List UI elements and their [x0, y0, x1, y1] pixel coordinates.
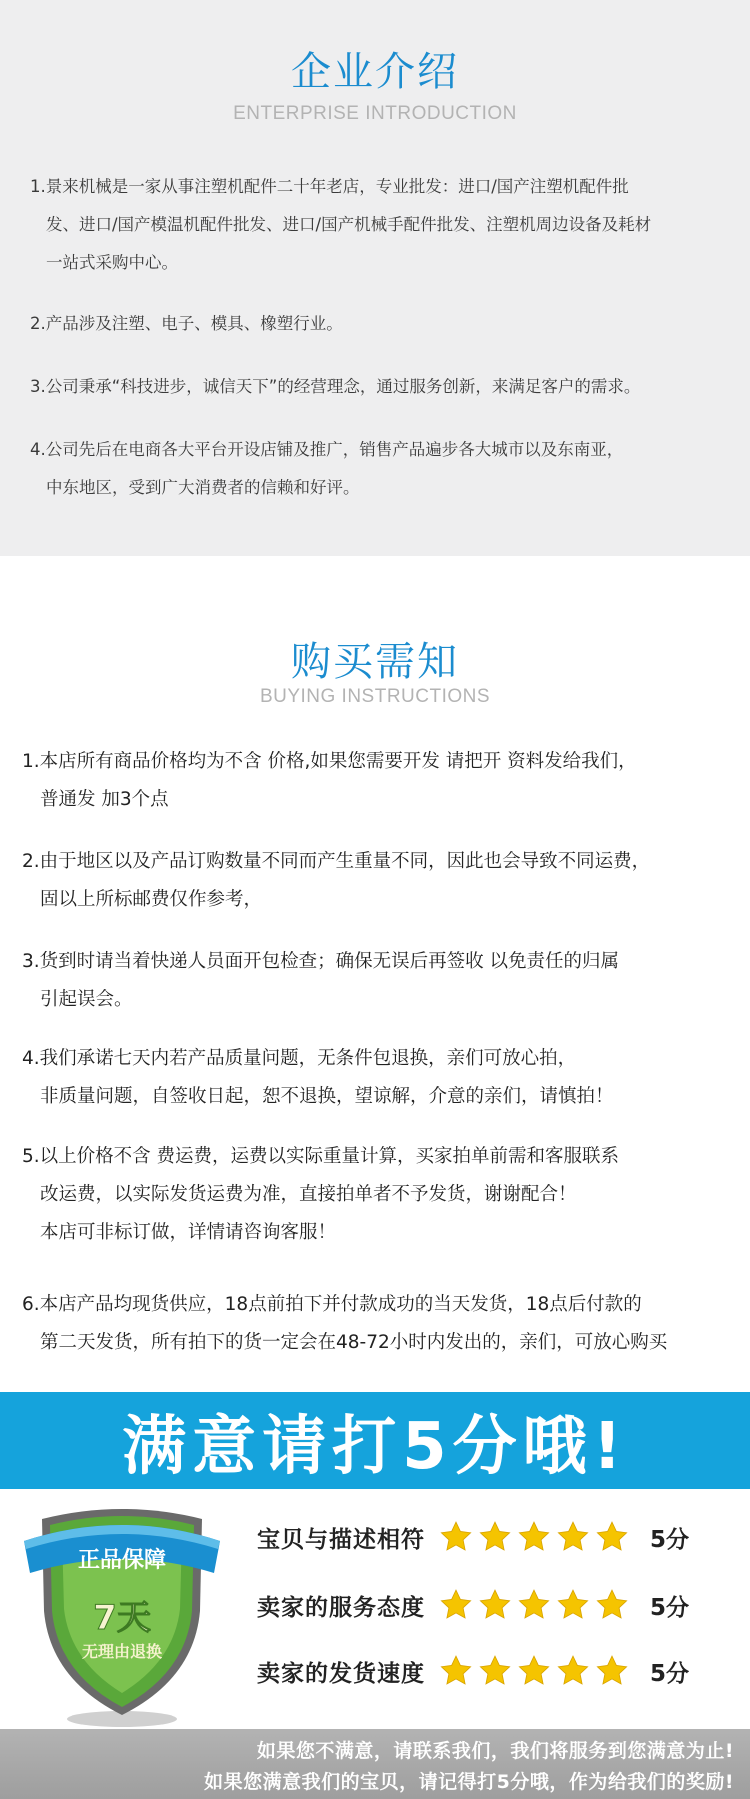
- star-icon: [595, 1520, 629, 1554]
- buying-3-line1: 3.货到时请当着快递人员面开包检查；确保无误后再签收 以免责任的归属: [22, 951, 620, 972]
- buying-2-line2: 固以上所标邮费仅作参考，: [40, 889, 263, 910]
- rating-row-description: [257, 1513, 717, 1561]
- buying-3-line2: 引起误会。: [40, 989, 133, 1010]
- intro-subtitle: ENTERPRISE INTRODUCTION: [233, 103, 517, 124]
- star-icon: [517, 1654, 551, 1688]
- rating-score: 5分: [650, 1594, 690, 1621]
- rating-score: 5分: [650, 1526, 690, 1553]
- buying-5-line2: 改运费，以实际发货运费为准，直接拍单者不予发货，谢谢配合！: [40, 1184, 577, 1205]
- intro-title: 企业介绍: [291, 49, 459, 95]
- buying-2-line1: 2.由于地区以及产品订购数量不同而产生重量不同，因此也会导致不同运费，: [22, 851, 651, 872]
- star-group: [439, 1520, 634, 1554]
- star-icon: [556, 1654, 590, 1688]
- star-icon: [595, 1588, 629, 1622]
- buying-item-1: [22, 743, 732, 819]
- rating-label: 宝贝与描述相符: [257, 1526, 425, 1553]
- buying-item-3: [22, 943, 732, 1019]
- buying-5-line3: 本店可非标订做，详情请咨询客服！: [40, 1222, 337, 1243]
- star-icon: [595, 1654, 629, 1688]
- banner-text: 满意请打5分哦!: [122, 1409, 628, 1484]
- footer-line-2: 如果您满意我们的宝贝，请记得打5分哦，作为给我们的奖励!: [204, 1771, 734, 1793]
- buying-item-6: [22, 1286, 732, 1362]
- intro-p4-line2: 中东地区，受到广大消费者的信赖和好评。: [46, 478, 360, 497]
- intro-p1-line2: 发、进口/国产模温机配件批发、进口/国产机械手配件批发、注塑机周边设备及耗材: [46, 215, 652, 234]
- star-icon: [439, 1520, 473, 1554]
- buying-subtitle: BUYING INSTRUCTIONS: [259, 686, 491, 707]
- buying-item-5: [22, 1138, 732, 1252]
- enterprise-intro-section: [0, 0, 750, 556]
- buying-item-4: [22, 1040, 732, 1116]
- intro-p4-line1: 4.公司先后在电商各大平台开设店铺及推广，销售产品遍步各大城市以及东南亚，: [30, 440, 624, 459]
- intro-paragraph-3: 3.公司秉承“科技进步，诚信天下”的经营理念，通过服务创新，来满足客户的需求。: [30, 377, 641, 396]
- buying-4-line2: 非质量问题，自签收日起，恕不退换，望谅解，介意的亲们，请慎拍！: [40, 1086, 614, 1107]
- intro-paragraph-2: 2.产品涉及注塑、电子、模具、橡塑行业。: [30, 314, 343, 333]
- star-icon: [439, 1588, 473, 1622]
- rating-row-shipping: [257, 1647, 717, 1695]
- intro-p1-line3: 一站式采购中心。: [46, 253, 178, 272]
- intro-paragraph-4: [30, 431, 730, 507]
- rating-label: 卖家的发货速度: [257, 1660, 425, 1687]
- buying-6-line1: 6.本店产品均现货供应，18点前拍下并付款成功的当天发货，18点后付款的: [22, 1294, 642, 1315]
- buying-5-line1: 5.以上价格不含 费运费，运费以实际重量计算，买家拍单前需和客服联系: [22, 1146, 620, 1167]
- star-group: [439, 1654, 634, 1688]
- footer-line-1: 如果您不满意，请联系我们，我们将服务到您满意为止!: [256, 1740, 734, 1762]
- genuine-guarantee-shield-icon: [22, 1501, 222, 1729]
- five-star-banner: [0, 1392, 750, 1489]
- buying-title: 购买需知: [291, 639, 459, 685]
- buying-1-line2: 普通发 加3个点: [40, 789, 169, 810]
- rating-section: [0, 1489, 750, 1729]
- star-icon: [478, 1654, 512, 1688]
- star-icon: [556, 1588, 590, 1622]
- star-icon: [439, 1654, 473, 1688]
- star-icon: [478, 1520, 512, 1554]
- intro-p1-line1: 1.景来机械是一家从事注塑机配件二十年老店，专业批发：进口/国产注塑机配件批: [30, 177, 629, 196]
- star-icon: [478, 1588, 512, 1622]
- star-group: [439, 1588, 634, 1622]
- buying-item-2: [22, 843, 732, 919]
- star-icon: [517, 1520, 551, 1554]
- buying-4-line1: 4.我们承诺七天内若产品质量问题，无条件包退换，亲们可放心拍，: [22, 1048, 577, 1069]
- intro-paragraph-1: [30, 168, 730, 282]
- buying-6-line2: 第二天发货，所有拍下的货一定会在48-72小时内发出的，亲们，可放心购买: [40, 1332, 668, 1353]
- shield-big-label: 7天: [93, 1598, 151, 1638]
- rating-row-service: [257, 1581, 717, 1629]
- shield-small-label: 无理由退换: [81, 1642, 163, 1661]
- rating-score: 5分: [650, 1660, 690, 1687]
- star-icon: [517, 1588, 551, 1622]
- rating-label: 卖家的服务态度: [257, 1594, 425, 1621]
- buying-1-line1: 1.本店所有商品价格均为不含 价格,如果您需要开发 请把开 资料发给我们，: [22, 751, 637, 772]
- footer-message: [0, 1729, 750, 1799]
- star-icon: [556, 1520, 590, 1554]
- shield-top-label: 正品保障: [77, 1548, 167, 1573]
